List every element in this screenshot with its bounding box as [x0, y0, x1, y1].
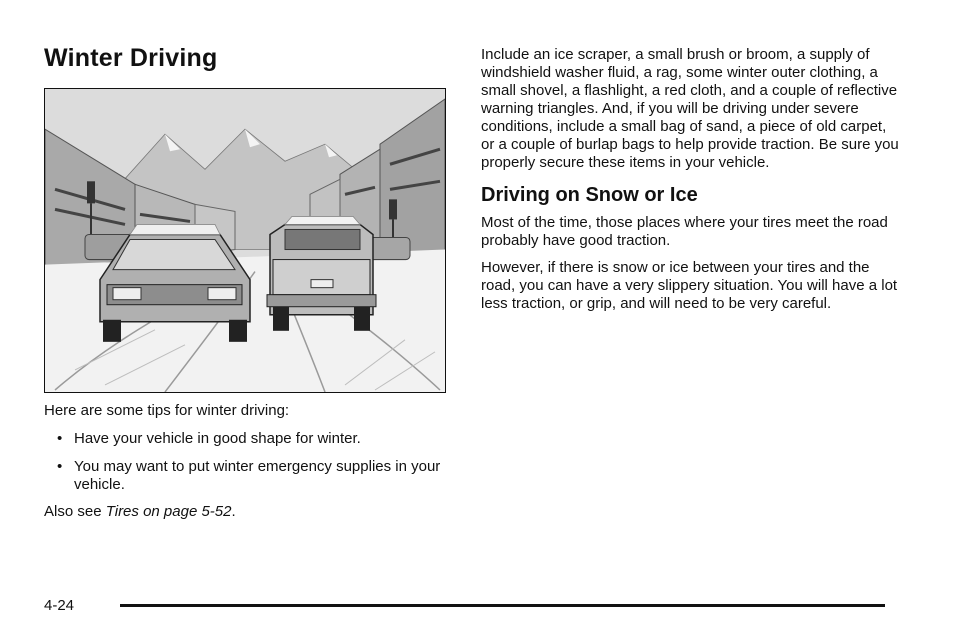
also-see-suffix: . [231, 503, 236, 520]
winter-street-illustration [44, 88, 446, 393]
intro-text: Here are some tips for winter driving: [44, 402, 290, 419]
traction-paragraph: Most of the time, those places where your tires meet the road probably have good traction. [481, 214, 888, 249]
list-item [44, 458, 444, 494]
bullet-icon: • [57, 430, 63, 447]
footer-rule [120, 604, 885, 607]
also-see-line [44, 503, 444, 521]
left-text-block [44, 402, 444, 521]
bullet-icon: • [57, 458, 63, 475]
supplies-paragraph: Include an ice scraper, a small brush or broom, a supply of windshield washer fluid, a rag, some winter outer clothing, a small shovel, a flashlight, a red cloth, and a couple of reflective warning triangles. And, if you will be driving under severe conditions, include a small bag of sand, a piece of old carpet, or a couple of burlap bags to help provide traction. Be sure you properly secure these items in your vehicle. [481, 46, 899, 171]
also-see-prefix: Also see [44, 503, 106, 520]
list-item [44, 430, 444, 448]
page-number: 4-24 [44, 597, 75, 614]
slippery-paragraph: However, if there is snow or ice between your tires and the road, you can have a very slippery situation. You will have a lot less traction, or grip, and will need to be very careful. [481, 259, 898, 312]
page-title: Winter Driving [44, 44, 218, 72]
right-column [481, 46, 901, 313]
winter-street-drawing [45, 89, 445, 392]
bullet-text: You may want to put winter emergency supplies in your vehicle. [74, 458, 441, 493]
tires-cross-reference-link[interactable]: Tires on page 5-52 [105, 503, 232, 520]
bullet-text: Have your vehicle in good shape for winter. [74, 430, 361, 447]
section-heading: Driving on Snow or Ice [481, 184, 698, 206]
